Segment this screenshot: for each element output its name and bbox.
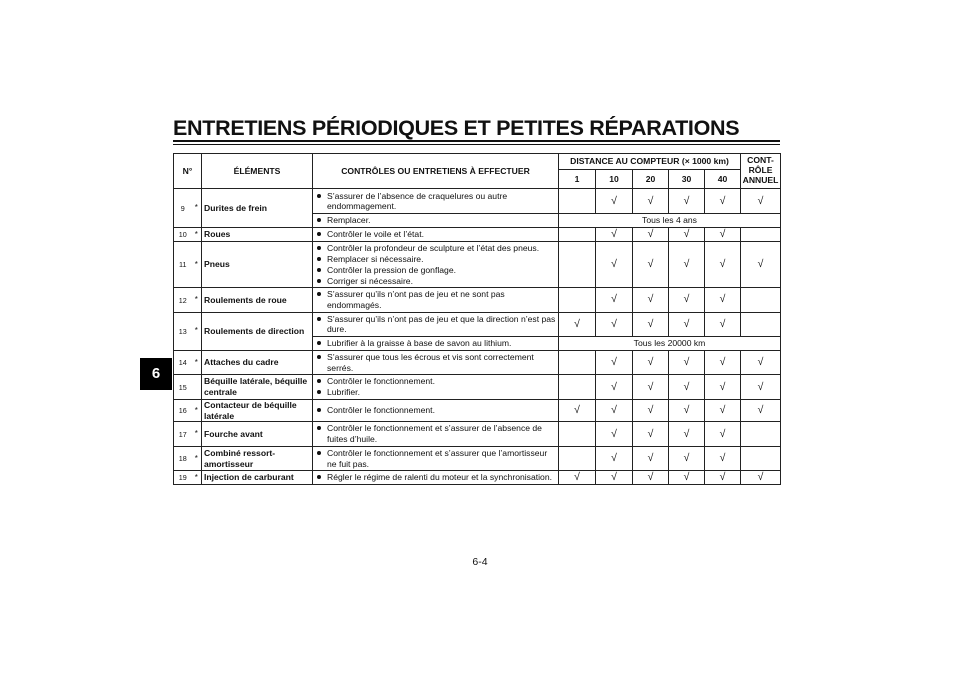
row-action: S’assurer qu’ils n’ont pas de jeu et que la direction n’est pas dure. xyxy=(327,313,556,335)
check-mark: √ xyxy=(633,375,669,399)
check-mark: √ xyxy=(596,189,633,214)
check-mark: √ xyxy=(705,242,741,288)
check-mark: √ xyxy=(705,375,741,399)
check-mark: √ xyxy=(741,189,781,214)
row-action: Contrôler le fonctionnement. xyxy=(327,376,556,387)
check-mark: √ xyxy=(669,312,705,336)
check-mark: √ xyxy=(741,399,781,421)
row-element: Durites de frein xyxy=(202,189,313,228)
header-distance: DISTANCE AU COMPTEUR (× 1000 km) xyxy=(559,154,741,170)
check-mark: √ xyxy=(633,228,669,242)
check-mark: √ xyxy=(559,471,596,485)
check-mark: √ xyxy=(596,446,633,470)
check-mark: √ xyxy=(669,399,705,421)
row-element: Fourche avant xyxy=(202,422,313,446)
page-number: 6-4 xyxy=(472,556,488,568)
row-number: 15 xyxy=(174,375,192,399)
chapter-tab: 6 xyxy=(140,358,172,390)
row-element: Combiné ressort-amortisseur xyxy=(202,446,313,470)
check-mark: √ xyxy=(559,399,596,421)
check-mark: √ xyxy=(633,422,669,446)
check-mark: √ xyxy=(633,446,669,470)
check-mark: √ xyxy=(705,350,741,374)
page-title: ENTRETIENS PÉRIODIQUES ET PETITES RÉPARATIONS xyxy=(173,116,740,140)
check-mark: √ xyxy=(596,228,633,242)
header-checks: CONTRÔLES OU ENTRETIENS À EFFECTUER xyxy=(313,154,559,189)
header-km: 10 xyxy=(596,169,633,189)
table-row xyxy=(174,242,781,288)
check-mark: √ xyxy=(559,312,596,336)
check-mark: √ xyxy=(669,242,705,288)
row-element: Attaches du cadre xyxy=(202,350,313,374)
table-row xyxy=(174,446,781,470)
check-mark: √ xyxy=(596,471,633,485)
row-action: Contrôler la profondeur de sculpture et l’état des pneus. xyxy=(327,243,556,254)
header-elements: ÉLÉMENTS xyxy=(202,154,313,189)
row-number: 11 xyxy=(174,242,192,288)
table-row xyxy=(174,422,781,446)
row-number: 14 xyxy=(174,350,192,374)
table-row xyxy=(174,375,781,399)
maintenance-table xyxy=(173,153,781,485)
check-mark: √ xyxy=(741,375,781,399)
header-km: 40 xyxy=(705,169,741,189)
row-number: 17 xyxy=(174,422,192,446)
table-row xyxy=(174,288,781,312)
title-rule-thin xyxy=(173,144,780,145)
row-action: Remplacer si nécessaire. xyxy=(327,254,556,265)
row-element: Injection de carburant xyxy=(202,471,313,485)
row-action: Contrôler le fonctionnement et s’assurer de l’absence de fuites d’huile. xyxy=(327,423,556,444)
check-mark: √ xyxy=(741,242,781,288)
row-action: Contrôler le fonctionnement. xyxy=(327,405,556,416)
check-mark: √ xyxy=(705,399,741,421)
row-element: Pneus xyxy=(202,242,313,288)
row-number: 10 xyxy=(174,228,192,242)
check-mark: √ xyxy=(633,242,669,288)
check-mark: √ xyxy=(705,312,741,336)
table-row xyxy=(174,471,781,485)
table-row xyxy=(174,228,781,242)
row-number: 18 xyxy=(174,446,192,470)
check-mark: √ xyxy=(705,288,741,312)
check-mark: √ xyxy=(633,288,669,312)
row-number: 9 xyxy=(174,189,192,228)
row-element: Roulements de direction xyxy=(202,312,313,350)
check-mark: √ xyxy=(705,446,741,470)
row-action: Corriger si nécessaire. xyxy=(327,276,556,287)
title-rule xyxy=(173,140,780,142)
table-row xyxy=(174,312,781,336)
row-element: Béquille latérale, béquille centrale xyxy=(202,375,313,399)
header-num: N° xyxy=(174,154,202,189)
row-number: 16 xyxy=(174,399,192,421)
star-marker: * xyxy=(192,446,202,470)
row-action: Contrôler le voile et l’état. xyxy=(327,229,556,240)
row-action: Lubrifier à la graisse à base de savon au lithium. xyxy=(327,338,556,349)
check-mark: √ xyxy=(633,312,669,336)
check-mark: √ xyxy=(705,228,741,242)
row-element: Contacteur de béquille latérale xyxy=(202,399,313,421)
row-element: Roulements de roue xyxy=(202,288,313,312)
check-mark: √ xyxy=(633,189,669,214)
check-mark: √ xyxy=(596,242,633,288)
star-marker: * xyxy=(192,399,202,421)
check-mark: √ xyxy=(669,288,705,312)
check-mark: √ xyxy=(669,446,705,470)
check-mark: √ xyxy=(705,471,741,485)
row-action: Contrôler le fonctionnement et s’assurer que l’amortisseur ne fuit pas. xyxy=(327,448,556,469)
table-row xyxy=(174,189,781,214)
star-marker: * xyxy=(192,242,202,288)
header-km: 1 xyxy=(559,169,596,189)
row-number: 19 xyxy=(174,471,192,485)
check-mark: √ xyxy=(669,189,705,214)
row-number: 13 xyxy=(174,312,192,350)
interval-text: Tous les 20000 km xyxy=(559,337,781,351)
check-mark: √ xyxy=(669,422,705,446)
star-marker: * xyxy=(192,228,202,242)
star-marker: * xyxy=(192,350,202,374)
table-row xyxy=(174,350,781,374)
star-marker: * xyxy=(192,471,202,485)
star-marker: * xyxy=(192,189,202,228)
check-mark: √ xyxy=(705,189,741,214)
table-row xyxy=(174,399,781,421)
check-mark: √ xyxy=(596,288,633,312)
check-mark: √ xyxy=(705,422,741,446)
check-mark: √ xyxy=(596,350,633,374)
star-marker xyxy=(192,375,202,399)
row-action: S’assurer qu’ils n’ont pas de jeu et ne sont pas endommagés. xyxy=(327,289,556,310)
check-mark: √ xyxy=(633,399,669,421)
check-mark: √ xyxy=(596,312,633,336)
star-marker: * xyxy=(192,312,202,350)
check-mark: √ xyxy=(741,350,781,374)
row-action: S’assurer de l’absence de craquelures ou autre endommagement. xyxy=(327,191,556,212)
header-km: 20 xyxy=(633,169,669,189)
header-row xyxy=(174,154,781,170)
row-action: S’assurer que tous les écrous et vis sont correctement serrés. xyxy=(327,352,556,373)
check-mark: √ xyxy=(596,399,633,421)
row-number: 12 xyxy=(174,288,192,312)
check-mark: √ xyxy=(633,350,669,374)
star-marker: * xyxy=(192,288,202,312)
check-mark: √ xyxy=(669,228,705,242)
row-action: Remplacer. xyxy=(327,215,556,226)
check-mark: √ xyxy=(669,375,705,399)
row-action: Lubrifier. xyxy=(327,387,556,398)
row-element: Roues xyxy=(202,228,313,242)
check-mark: √ xyxy=(596,375,633,399)
interval-text: Tous les 4 ans xyxy=(559,214,781,228)
row-action: Régler le régime de ralenti du moteur et la synchronisation. xyxy=(327,472,556,483)
row-action: Contrôler la pression de gonflage. xyxy=(327,265,556,276)
check-mark: √ xyxy=(669,471,705,485)
check-mark: √ xyxy=(633,471,669,485)
check-mark: √ xyxy=(741,471,781,485)
check-mark: √ xyxy=(596,422,633,446)
header-annual: CONT- RÔLE ANNUEL xyxy=(741,154,781,189)
header-km: 30 xyxy=(669,169,705,189)
star-marker: * xyxy=(192,422,202,446)
check-mark: √ xyxy=(669,350,705,374)
